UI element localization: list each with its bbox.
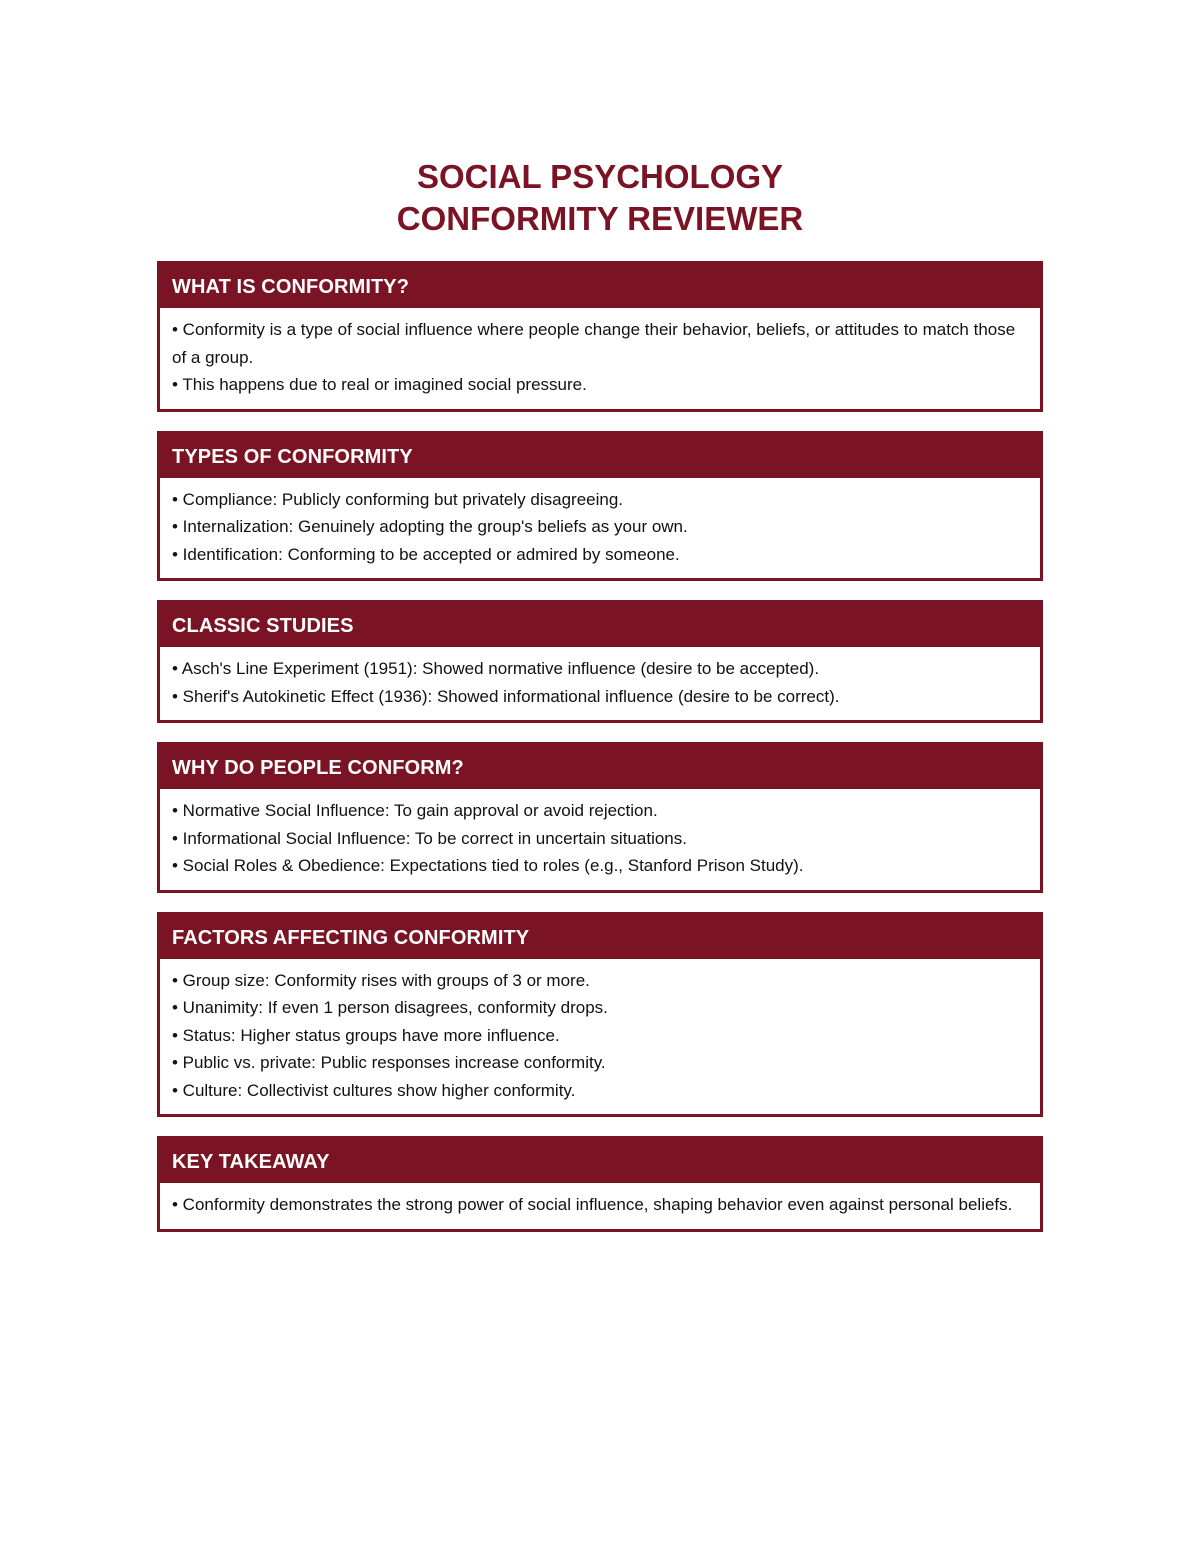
- list-item: • Identification: Conforming to be accepted or admired by someone.: [172, 544, 680, 564]
- section-body: [160, 959, 1040, 1115]
- list-item: • Public vs. private: Public responses increase conformity.: [172, 1053, 606, 1072]
- page-title: [0, 156, 1200, 240]
- section-body: [160, 308, 1040, 409]
- list-item: • Sherif's Autokinetic Effect (1936): Showed informational influence (desire to be correct).: [172, 686, 840, 706]
- list-item: • Informational Social Influence: To be correct in uncertain situations.: [172, 828, 687, 848]
- section-factors-affecting-conformity: [157, 912, 1043, 1118]
- section-heading: WHY DO PEOPLE CONFORM?: [160, 745, 1040, 789]
- list-item: • Compliance: Publicly conforming but privately disagreeing.: [172, 489, 624, 509]
- section-heading: TYPES OF CONFORMITY: [160, 434, 1040, 478]
- list-item: • Conformity is a type of social influence where people change their behavior, beliefs, or attitudes to match those of a group.: [172, 320, 1016, 367]
- list-item: • Conformity demonstrates the strong power of social influence, shaping behavior even against personal beliefs.: [172, 1195, 1013, 1214]
- section-heading: WHAT IS CONFORMITY?: [160, 264, 1040, 308]
- section-types-of-conformity: [157, 431, 1043, 582]
- list-item: • Social Roles & Obedience: Expectations tied to roles (e.g., Stanford Prison Study).: [172, 856, 804, 875]
- list-item: • Asch's Line Experiment (1951): Showed normative influence (desire to be accepted).: [172, 659, 820, 678]
- section-classic-studies: [157, 600, 1043, 723]
- list-item: • Internalization: Genuinely adopting the group's beliefs as your own.: [172, 517, 688, 536]
- list-item: • Culture: Collectivist cultures show higher conformity.: [172, 1080, 576, 1100]
- page-title-line-1: SOCIAL PSYCHOLOGY: [416, 158, 784, 195]
- section-body: [160, 789, 1040, 890]
- list-item: • Group size: Conformity rises with groups of 3 or more.: [172, 970, 590, 990]
- section-what-is-conformity: [157, 261, 1043, 412]
- section-heading: KEY TAKEAWAY: [160, 1139, 1040, 1183]
- list-item: • Status: Higher status groups have more influence.: [172, 1025, 560, 1045]
- section-body: [160, 478, 1040, 579]
- section-body: [160, 1183, 1040, 1229]
- page-title-line-2: CONFORMITY REVIEWER: [396, 200, 804, 237]
- section-heading: CLASSIC STUDIES: [160, 603, 1040, 647]
- section-key-takeaway: [157, 1136, 1043, 1232]
- section-body: [160, 647, 1040, 720]
- list-item: • Normative Social Influence: To gain approval or avoid rejection.: [172, 801, 658, 820]
- section-heading: FACTORS AFFECTING CONFORMITY: [160, 915, 1040, 959]
- section-why-do-people-conform: [157, 742, 1043, 893]
- sections-container: [157, 261, 1043, 1251]
- list-item: • This happens due to real or imagined social pressure.: [172, 375, 587, 394]
- list-item: • Unanimity: If even 1 person disagrees, conformity drops.: [172, 998, 608, 1017]
